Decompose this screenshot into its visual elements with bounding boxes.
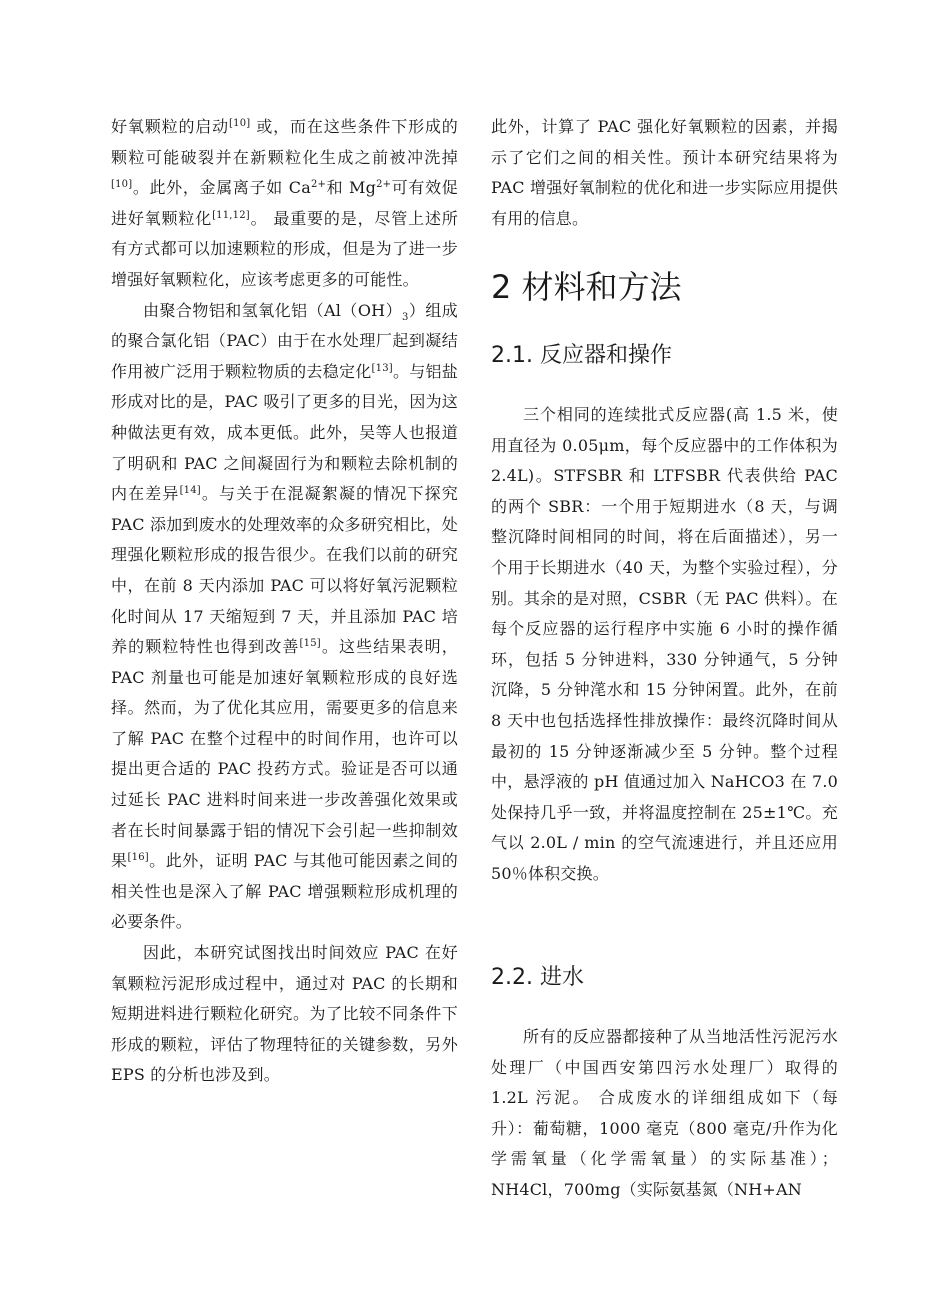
paragraph-intro-continued: 好氧颗粒的启动[10] 或，而在这些条件下形成的颗粒可能破裂并在新颗粒化生成之前被冲洗掉[10]。此外，金属离子如 $Ca^{2+}$和 $Mg^{2+}$可有效促进好氧颗粒化[11,12]。 最重要的是，尽管上述所有方式都可以加速颗粒的形成，但是为了进一步增强好氧颗粒化，应该考虑更多的可能性。: [111, 117, 459, 289]
left-column: [111, 112, 458, 1091]
right-column: [491, 112, 838, 1212]
paragraph-reactor-operation: 三个相同的连续批式反应器(高 1.5 米，使用直径为 0.05μm，每个反应器中的工作体积为 2.4L)。STFSBR 和 LTFSBR 代表供给 PAC 的两个 SBR：一个用于短期进水（8 天，与调整沉降时间相同的时间，将在后面描述），另一个用于长期进水（40 天，为整个实验过程），分别。其余的是对照，CSBR（无 PAC 供料）。在每个反应器的运行程序中实施 6 小时的操作循环，包括 5 分钟进料，330 分钟通气，5 分钟沉降，5 分钟滗水和 15 分钟闲置。此外，在前 8 天中也包括选择性排放操作：最终沉降时间从最初的 15 分钟逐渐减少至 5 分钟。整个过程中，悬浮液的 pH 值通过加入 NaHCO3 在 7.0 处保持几乎一致，并将温度控制在 25±1℃。充气以 2.0L / min 的空气流速进行，并且还应用 50％体积交换。: [491, 405, 838, 883]
section-title: 2 材料和方法: [491, 268, 682, 306]
paragraph-pac: 由聚合物铝和氢氧化铝$(Al(OH)_3)$组成的聚合氯化铝（PAC）由于在水处理厂起到凝结作用被广泛用于颗粒物质的去稳定化[13]。与铝盐形成对比的是，PAC 吸引了更多的目光，因为这种做法更有效，成本更低。此外，吴等人也报道了明矾和 PAC 之间凝固行为和颗粒去除机制的内在差异[14]。与关于在混凝絮凝的情况下探究 PAC 添加到废水的处理效率的众多研究相比，处理强化颗粒形成的报告很少。在我们以前的研究中，在前 8 天内添加 PAC 可以将好氧污泥颗粒化时间从 17 天缩短到 7 天，并且添加 PAC 培养的颗粒特性也得到改善[15]。这些结果表明，PAC 剂量也可能是加速好氧颗粒形成的良好选择。然而，为了优化其应用，需要更多的信息来了解 PAC 在整个过程中的时间作用，也许可以提出更合适的 PAC 投药方式。验证是否可以通过延长 PAC 进料时间来进一步改善强化效果或者在长时间暴露于铝的情况下会引起一些抑制效果[16]。此外，证明 PAC 与其他可能因素之间的相关性也是深入了解 PAC 增强颗粒形成机理的必要条件。: [111, 300, 459, 932]
paragraph-study-aim: 因此，本研究试图找出时间效应 PAC 在好氧颗粒污泥形成过程中，通过对 PAC 的长期和短期进料进行颗粒化研究。为了比较不同条件下形成的颗粒，评估了物理特征的关键参数，另外 EPS 的分析也涉及到。: [111, 943, 458, 1085]
paragraph-study-aim-continued: 此外，计算了 PAC 强化好氧颗粒的因素，并揭示了它们之间的相关性。预计本研究结果将为 PAC 增强好氧制粒的优化和进一步实际应用提供有用的信息。: [491, 117, 838, 228]
subsection-title-reactor: 2.1. 反应器和操作: [491, 343, 672, 368]
paragraph-influent: 所有的反应器都接种了从当地活性污泥污水处理厂（中国西安第四污水处理厂）取得的 1.2L 污泥。 合成废水的详细组成如下（每升）：葡萄糖，1000 毫克（800 毫克/升作为化学需氧量（化学需氧量）的实际基准）； NH4Cl，700mg（实际氨基氮（NH+AN: [491, 1027, 838, 1199]
subsection-title-influent: 2.2. 进水: [491, 965, 584, 990]
